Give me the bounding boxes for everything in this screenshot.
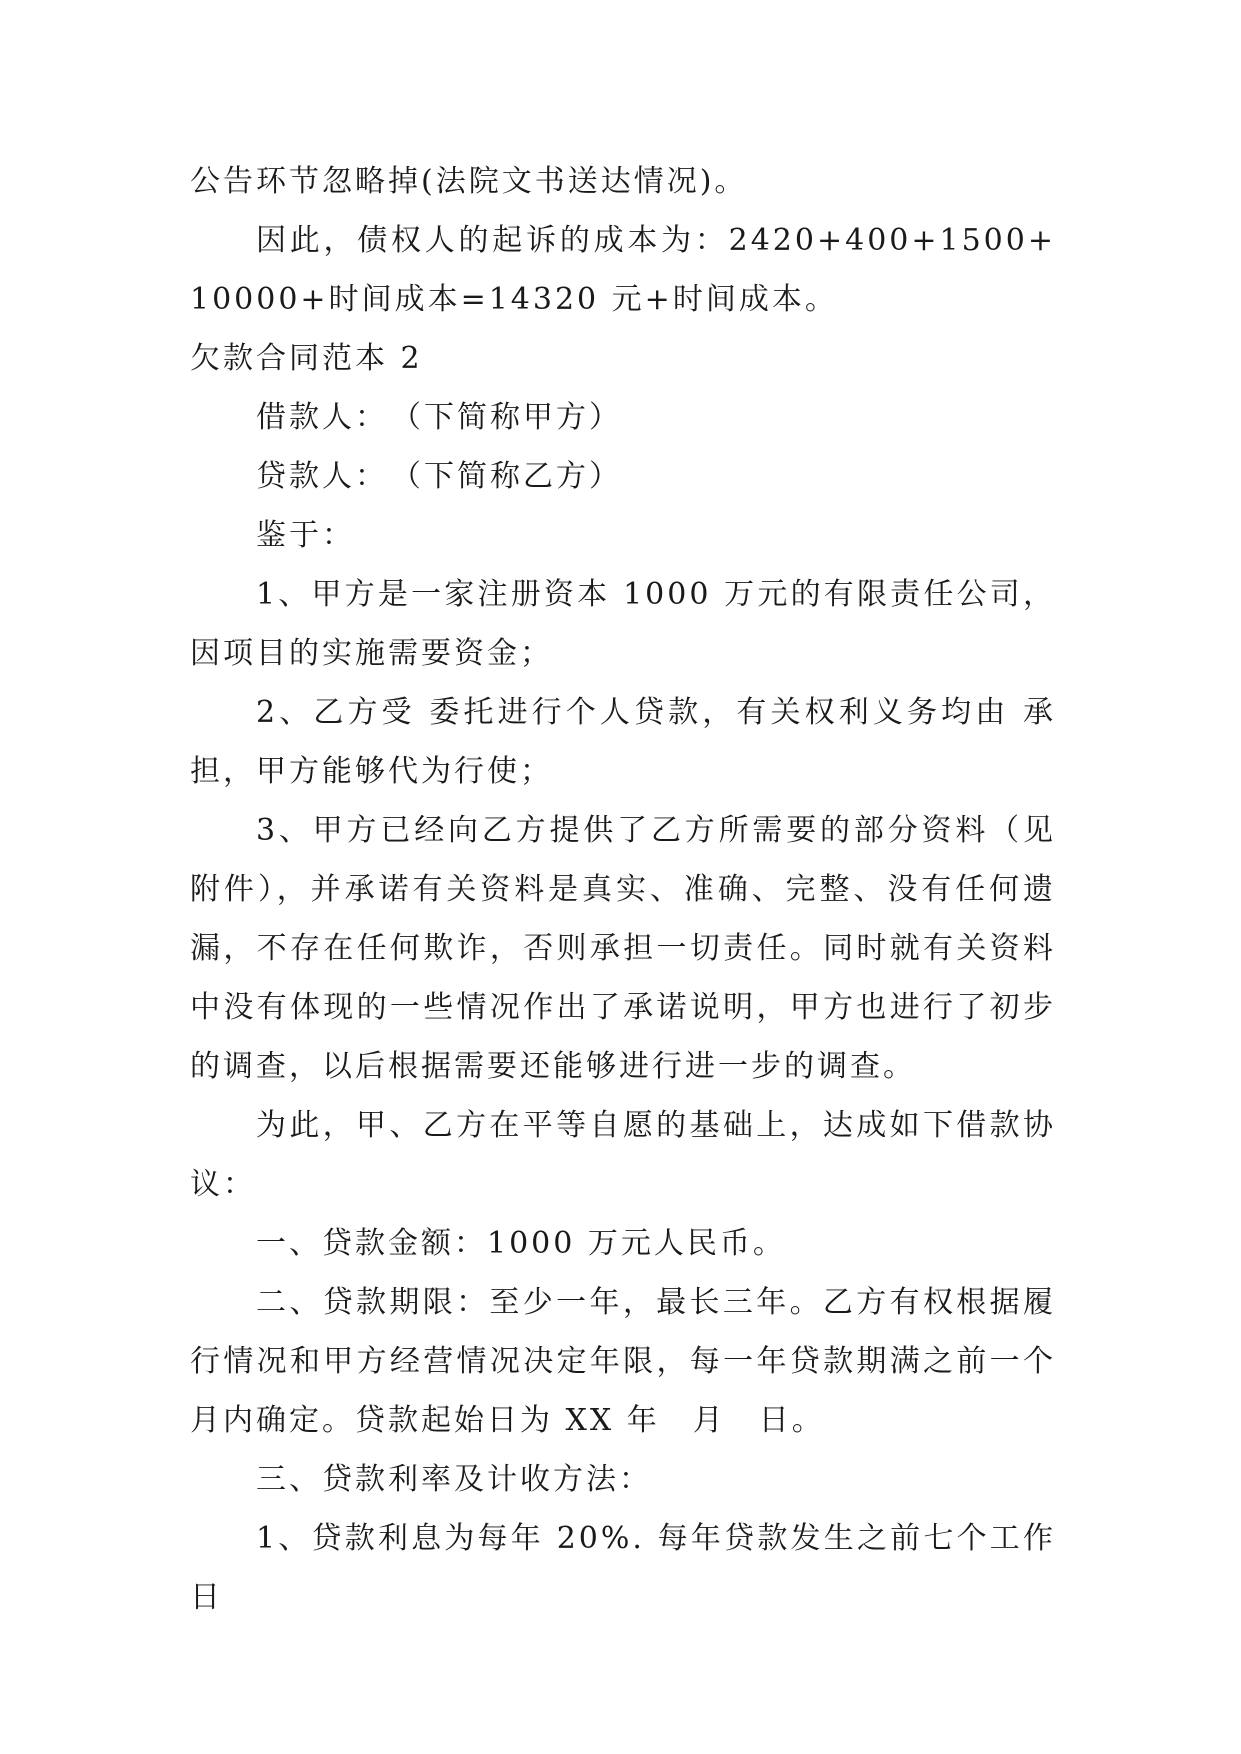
paragraph-whereas-1: 1、甲方是一家注册资本 1000 万元的有限责任公司，因项目的实施需要资金； bbox=[190, 577, 1056, 671]
paragraph-interest-heading: 三、贷款利率及计收方法： bbox=[256, 1462, 652, 1497]
paragraph-whereas-2: 2、乙方受 委托进行个人贷款，有关权利义务均由 承担，甲方能够代为行使； bbox=[190, 695, 1056, 789]
section-title-contract-2: 欠款合同范本 2 bbox=[190, 341, 423, 376]
paragraph-loan-amount: 一、贷款金额：1000 万元人民币。 bbox=[256, 1226, 786, 1261]
paragraph-court-notice: 公告环节忽略掉(法院文书送达情况)。 bbox=[190, 164, 748, 199]
paragraph-borrower: 借款人： （下简称甲方） bbox=[256, 400, 622, 435]
paragraph-agreement-intro: 为此，甲、乙方在平等自愿的基础上，达成如下借款协议： bbox=[190, 1108, 1056, 1202]
paragraph-whereas-3: 3、甲方已经向乙方提供了乙方所需要的部分资料（见附件），并承诺有关资料是真实、准确、完整、没有任何遗漏，不存在任何欺诈，否则承担一切责任。同时就有关资料中没有体现的一些情况作出了承诺说明，甲方也进行了初步的调查，以后根据需要还能够进行进一步的调查。 bbox=[190, 813, 1056, 1084]
paragraph-interest-1: 1、贷款利息为每年 20%. 每年贷款发生之前七个工作日 bbox=[190, 1521, 1056, 1615]
paragraph-lender: 贷款人： （下简称乙方） bbox=[256, 459, 622, 494]
document-page bbox=[190, 152, 1056, 1627]
paragraph-whereas: 鉴于： bbox=[256, 518, 355, 553]
paragraph-litigation-cost: 因此，债权人的起诉的成本为：2420+400+1500+10000+时间成本=14320 元+时间成本。 bbox=[190, 223, 1056, 317]
paragraph-loan-term: 二、贷款期限：至少一年，最长三年。乙方有权根据履行情况和甲方经营情况决定年限，每一年贷款期满之前一个月内确定。贷款起始日为 XX 年 月 日。 bbox=[190, 1285, 1056, 1438]
